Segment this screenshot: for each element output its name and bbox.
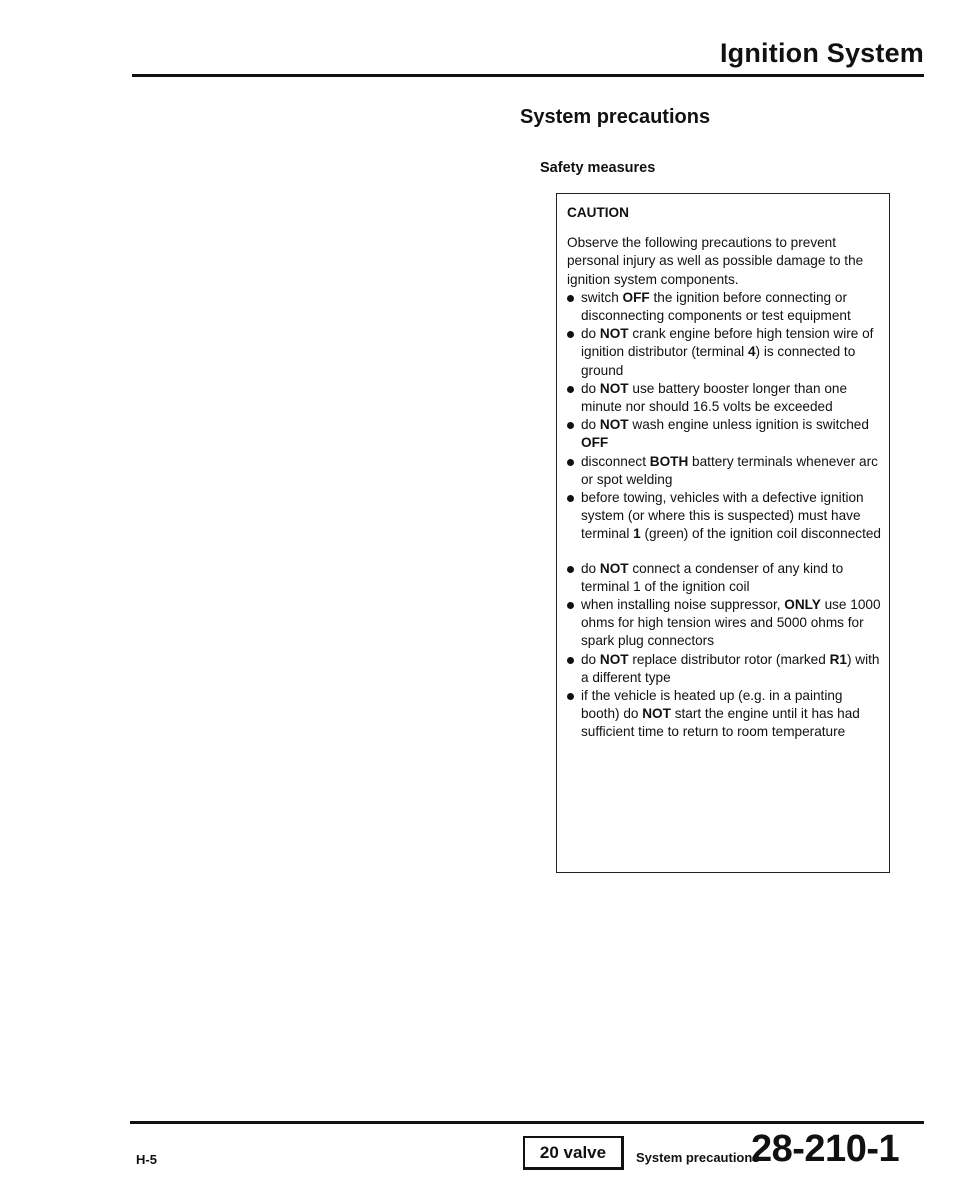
item-text: do (581, 380, 600, 396)
item-text: wash engine unless ignition is switched (628, 417, 869, 433)
item-text: replace distributor rotor (marked (628, 651, 830, 667)
engine-variant-badge: 20 valve (523, 1136, 624, 1170)
item-text: ) is connected to ground (581, 344, 856, 378)
bullet-icon (567, 693, 574, 700)
caution-heading: CAUTION (567, 205, 629, 220)
item-text: do (581, 651, 600, 667)
bullet-icon (567, 566, 574, 573)
bullet-icon (567, 602, 574, 609)
bullet-icon (567, 331, 574, 338)
emphasis-text: NOT (599, 651, 629, 667)
item-text: do (581, 560, 600, 576)
caution-intro: Observe the following precautions to prevent personal injury as well as possible damage to the ignition system components. (567, 235, 864, 287)
bullet-icon (567, 386, 574, 393)
item-text: when installing noise suppressor, (581, 597, 785, 613)
bullet-icon (567, 657, 574, 664)
item-text: switch (581, 289, 623, 305)
caution-item (567, 489, 883, 544)
emphasis-text: NOT (599, 560, 629, 576)
emphasis-text: NOT (642, 706, 671, 722)
emphasis-text: NOT (599, 380, 629, 396)
item-text: (green) of the ignition coil disconnected (640, 526, 881, 542)
footer-page-code: H-5 (136, 1152, 157, 1167)
item-text: do (581, 326, 600, 342)
footer-divider (130, 1121, 924, 1124)
emphasis-text: ONLY (784, 597, 821, 613)
subsection-title: Safety measures (540, 160, 656, 176)
emphasis-text: NOT (599, 326, 629, 342)
item-text: before towing, vehicles with a defective ignition system (or where this is suspected) must have terminal (581, 490, 864, 542)
emphasis-text: OFF (622, 289, 650, 305)
header-divider (132, 74, 924, 77)
caution-list (567, 289, 883, 742)
item-text: crank engine before high tension wire of ignition distributor (terminal (581, 326, 874, 360)
bullet-icon (567, 422, 574, 429)
bullet-icon (567, 295, 574, 302)
caution-item (567, 651, 883, 687)
item-text: if the vehicle is heated up (e.g. in a painting booth) do (581, 688, 843, 722)
caution-item (567, 416, 883, 452)
emphasis-text: R1 (829, 651, 847, 667)
item-text: use 1000 ohms for high tension wires and 5000 ohms for spark plug connectors (581, 597, 881, 649)
section-title: System precautions (520, 106, 711, 128)
caution-item (567, 325, 883, 380)
item-text: ) with a different type (581, 651, 880, 685)
emphasis-text: 1 (633, 526, 641, 542)
item-text: use battery booster longer than one minute nor should 16.5 volts be exceeded (581, 380, 848, 415)
caution-item (567, 687, 883, 742)
bullet-icon (567, 459, 574, 466)
item-text: disconnect (581, 453, 650, 469)
emphasis-text: BOTH (649, 453, 689, 469)
caution-box (556, 193, 890, 873)
page-number: 28-210-1 (751, 1128, 900, 1170)
emphasis-text: OFF (581, 435, 609, 451)
item-text: connect a condenser of any kind to terminal 1 of the ignition coil (581, 560, 844, 594)
item-text: the ignition before connecting or disconnecting components or test equipment (581, 289, 851, 324)
page-header-title: Ignition System (719, 38, 924, 68)
item-text: battery terminals whenever arc or spot welding (581, 453, 878, 487)
caution-item (567, 289, 883, 325)
caution-item (567, 380, 883, 416)
item-text: do (581, 417, 600, 433)
bullet-icon (567, 495, 574, 502)
footer-section-label: System precautions (636, 1150, 760, 1165)
caution-item (567, 596, 883, 651)
caution-item (567, 453, 883, 489)
caution-item (567, 560, 883, 596)
emphasis-text: 4 (747, 344, 756, 360)
emphasis-text: NOT (599, 417, 629, 433)
item-text: start the engine until it has had sufficient time to return to room temperature (581, 706, 860, 740)
